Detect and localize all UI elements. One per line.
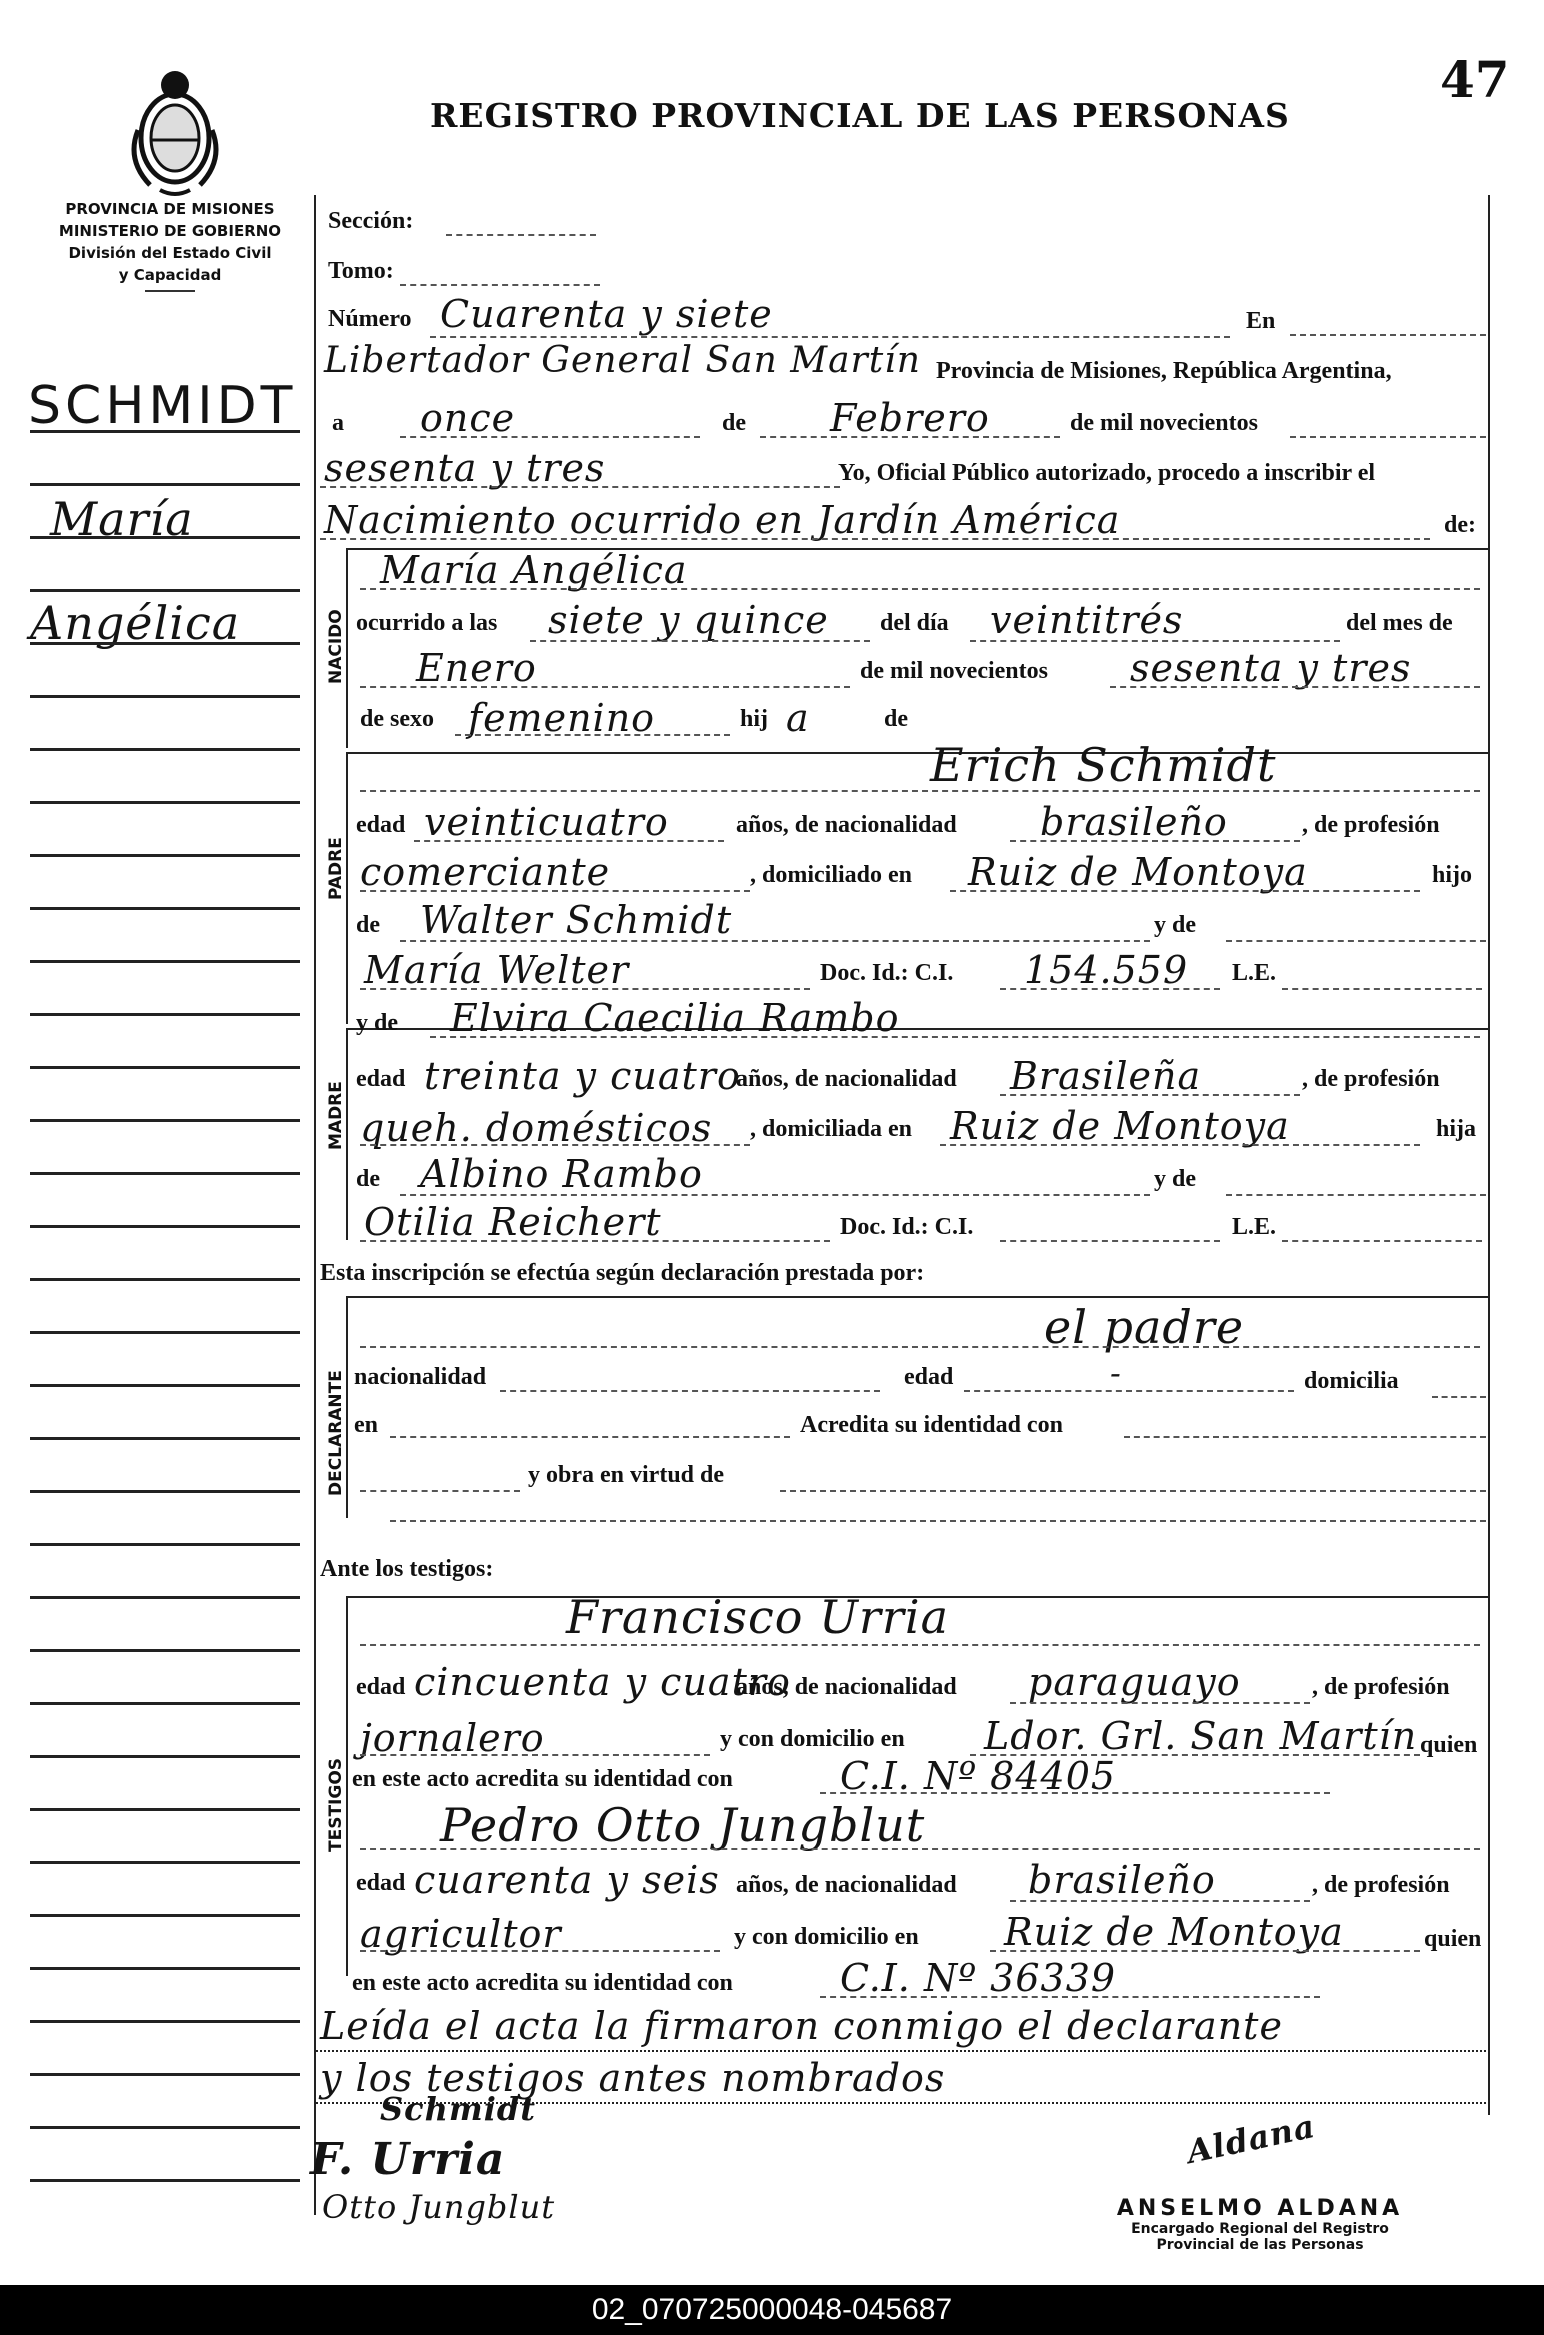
a-label: a xyxy=(332,410,344,436)
y-obra-label: y obra en virtud de xyxy=(528,1462,725,1488)
seccion-label: Sección: xyxy=(328,208,414,234)
testigo-2-nacionalidad-value: brasileño xyxy=(1028,1858,1216,1902)
de-mil-novecientos-label-2: de mil novecientos xyxy=(860,658,1048,684)
acto-value: Nacimiento ocurrido en Jardín América xyxy=(324,498,1121,542)
firma-declarante: Schmidt xyxy=(380,2090,537,2128)
nombre-padre-value: Erich Schmidt xyxy=(930,738,1277,792)
margin-ruled-line xyxy=(30,1861,300,1864)
edad-padre-label: edad xyxy=(356,812,406,838)
margin-ruled-line xyxy=(30,1119,300,1122)
en-declarante-label: en xyxy=(354,1412,378,1438)
edad-madre-value: treinta y cuatro xyxy=(424,1054,741,1098)
hija-label: hija xyxy=(1436,1116,1477,1142)
de-sexo-label: de sexo xyxy=(360,706,434,732)
margin-surname: SCHMIDT xyxy=(28,376,297,436)
margin-ruled-line xyxy=(30,2179,300,2182)
numero-value: Cuarenta y siete xyxy=(440,292,773,336)
stamp-name: ANSELMO ALDANA xyxy=(1116,2196,1404,2221)
firma-testigo-2: Otto Jungblut xyxy=(322,2188,556,2226)
mes-registro-value: Febrero xyxy=(830,396,990,440)
margin-ruled-line xyxy=(30,801,300,804)
margin-ruled-line xyxy=(30,1384,300,1387)
coat-of-arms-emblem xyxy=(120,60,230,200)
le-padre-label: L.E. xyxy=(1232,960,1277,986)
lugar-value: Libertador General San Martín xyxy=(324,340,921,381)
acredita-identidad-label: Acredita su identidad con xyxy=(800,1412,1063,1438)
margin-ruled-line xyxy=(30,1755,300,1758)
domicilio-padre-value: Ruiz de Montoya xyxy=(968,850,1308,894)
anio-nacimiento-value: sesenta y tres xyxy=(1130,646,1412,690)
section-label-madre: MADRE xyxy=(326,1081,346,1150)
office-line: PROVINCIA DE MISIONES xyxy=(65,200,275,218)
margin-ruled-line xyxy=(30,1331,300,1334)
testigo-1-nombre-value: Francisco Urria xyxy=(566,1590,949,1644)
doc-id-madre-label: Doc. Id.: C.I. xyxy=(840,1214,974,1240)
margin-given-name-2: Angélica xyxy=(30,596,241,650)
page-number: 47 xyxy=(1440,50,1510,109)
margin-ruled-line xyxy=(30,1649,300,1652)
margin-ruled-line xyxy=(30,748,300,751)
hij-suffix-value: a xyxy=(786,696,810,740)
nombre-nacido-value: María Angélica xyxy=(380,548,688,592)
margin-ruled-line xyxy=(30,1172,300,1175)
margin-ruled-line xyxy=(30,430,300,433)
domicilia-label: domicilia xyxy=(1304,1368,1399,1394)
office-line: y Capacidad xyxy=(118,266,222,284)
stamp-line-1: Encargado Regional del Registro xyxy=(1131,2221,1389,2237)
margin-ruled-line xyxy=(30,854,300,857)
en-label: En xyxy=(1246,308,1276,334)
margin-ruled-line xyxy=(30,1013,300,1016)
domiciliado-padre-label: , domiciliado en xyxy=(750,862,913,888)
ocurrido-label: ocurrido a las xyxy=(356,610,498,636)
testigo-1-profesion-label: , de profesión xyxy=(1312,1674,1450,1700)
testigo-2-edad-label: edad xyxy=(356,1870,406,1896)
margin-ruled-line xyxy=(30,2073,300,2076)
testigo-2-nacionalidad-label: años, de nacionalidad xyxy=(736,1872,957,1898)
mes-nacimiento-value: Enero xyxy=(416,646,537,690)
margin-ruled-line xyxy=(30,1596,300,1599)
section-label-testigos: TESTIGOS xyxy=(326,1757,346,1852)
margin-ruled-line xyxy=(30,1437,300,1440)
stamp-line-2: Provincial de las Personas xyxy=(1156,2237,1364,2253)
testigo-1-quien-label: quien xyxy=(1420,1732,1478,1758)
ante-testigos-label: Ante los testigos: xyxy=(320,1556,494,1582)
yo-oficial-label: Yo, Oficial Público autorizado, procedo a inscribir el xyxy=(838,460,1376,486)
numero-label: Número xyxy=(328,306,412,332)
testigo-1-acredita-label: en este acto acredita su identidad con xyxy=(352,1766,733,1792)
hijo-label: hijo xyxy=(1432,862,1473,888)
testigo-2-identidad-value: C.I. Nº 36339 xyxy=(840,1956,1117,2000)
testigo-1-domicilio-value: Ldor. Grl. San Martín xyxy=(984,1714,1418,1758)
margin-ruled-line xyxy=(30,642,300,645)
margin-ruled-line xyxy=(30,589,300,592)
nacionalidad-padre-value: brasileño xyxy=(1040,800,1228,844)
section-label-nacido: NACIDO xyxy=(326,609,346,684)
testigo-1-edad-label: edad xyxy=(356,1674,406,1700)
office-line: División del Estado Civil xyxy=(68,244,272,262)
padre-de-madre-value: Albino Rambo xyxy=(420,1152,703,1196)
margin-ruled-line xyxy=(30,2126,300,2129)
de-label-padre-padre: de xyxy=(356,912,380,938)
profesion-padre-value: comerciante xyxy=(360,850,611,894)
section-label-padre: PADRE xyxy=(326,837,346,900)
testigo-2-profesion-label: , de profesión xyxy=(1312,1872,1450,1898)
madre-del-padre-value: María Welter xyxy=(364,948,630,992)
nombre-madre-value: Elvira Caecilia Rambo xyxy=(450,996,900,1040)
margin-ruled-line xyxy=(30,1543,300,1546)
dia-registro-value: once xyxy=(420,396,516,440)
margin-ruled-line xyxy=(30,960,300,963)
testigo-1-domicilio-label: y con domicilio en xyxy=(720,1726,905,1752)
testigo-1-profesion-value: jornalero xyxy=(360,1716,545,1760)
margin-ruled-line xyxy=(30,1914,300,1917)
declarante-nombre-value: el padre xyxy=(1044,1300,1245,1354)
domiciliada-madre-label: , domiciliada en xyxy=(750,1116,913,1142)
firma-testigo-1: F. Urria xyxy=(310,2134,506,2185)
testigo-2-profesion-value: agricultor xyxy=(360,1912,562,1956)
testigo-1-nacionalidad-value: paraguayo xyxy=(1028,1660,1241,1704)
edad-declarante-label: edad xyxy=(904,1364,954,1390)
edad-declarante-value: - xyxy=(1110,1354,1122,1392)
provincia-label: Provincia de Misiones, República Argentina, xyxy=(936,358,1392,384)
cierre-linea-1: Leída el acta la firmaron conmigo el declarante xyxy=(320,2004,1283,2048)
margin-ruled-line xyxy=(30,1967,300,1970)
edad-padre-value: veinticuatro xyxy=(424,800,669,844)
official-stamp xyxy=(1080,2196,1440,2253)
cierre-linea-2: y los testigos antes nombrados xyxy=(320,2056,946,2100)
margin-ruled-line xyxy=(30,1490,300,1493)
profesion-padre-label: , de profesión xyxy=(1302,812,1440,838)
margin-ruled-line xyxy=(30,536,300,539)
ci-padre-value: 154.559 xyxy=(1024,948,1189,992)
anos-nac-madre-label: años, de nacionalidad xyxy=(736,1066,957,1092)
margin-ruled-line xyxy=(30,695,300,698)
margin-ruled-line xyxy=(30,1808,300,1811)
profesion-madre-label: , de profesión xyxy=(1302,1066,1440,1092)
edad-madre-label: edad xyxy=(356,1066,406,1092)
esta-inscripcion-label: Esta inscripción se efectúa según declaración prestada por: xyxy=(320,1260,925,1286)
testigo-1-nacionalidad-label: años, de nacionalidad xyxy=(736,1674,957,1700)
margin-ruled-line xyxy=(30,2020,300,2023)
testigo-1-edad-value: cincuenta y cuatro xyxy=(414,1660,791,1704)
margin-ruled-line xyxy=(30,1066,300,1069)
margin-ruled-line xyxy=(30,1278,300,1281)
hij-label: hij xyxy=(740,706,769,732)
testigo-1-identidad-value: C.I. Nº 84405 xyxy=(840,1754,1117,1798)
issuing-office xyxy=(30,198,310,292)
y-de-madre-label: y de xyxy=(356,1010,398,1036)
office-line: MINISTERIO DE GOBIERNO xyxy=(58,222,282,240)
hora-nacimiento-value: siete y quince xyxy=(548,598,829,642)
margin-ruled-line xyxy=(30,1225,300,1228)
anos-nac-padre-label: años, de nacionalidad xyxy=(736,812,957,838)
form-left-border xyxy=(314,195,316,2215)
margin-given-name-1: María xyxy=(50,492,194,546)
y-de-label-madre: y de xyxy=(1154,1166,1196,1192)
anio-registro-value: sesenta y tres xyxy=(324,446,606,490)
firma-oficial: Aldana xyxy=(1183,2106,1319,2172)
section-label-declarante: DECLARANTE xyxy=(326,1370,346,1496)
de-label-sexo: de xyxy=(884,706,908,732)
testigo-2-edad-value: cuarenta y seis xyxy=(414,1858,720,1902)
madre-de-madre-value: Otilia Reichert xyxy=(364,1200,662,1244)
nacionalidad-madre-value: Brasileña xyxy=(1010,1054,1202,1098)
le-madre-label: L.E. xyxy=(1232,1214,1277,1240)
margin-ruled-line xyxy=(30,483,300,486)
doc-id-padre-label: Doc. Id.: C.I. xyxy=(820,960,954,986)
del-dia-label: del día xyxy=(880,610,949,636)
tomo-label: Tomo: xyxy=(328,258,394,284)
padre-del-padre-value: Walter Schmidt xyxy=(420,898,733,942)
del-mes-label: del mes de xyxy=(1346,610,1453,636)
testigo-2-quien-label: quien xyxy=(1424,1926,1482,1952)
y-de-label-padre: y de xyxy=(1154,912,1196,938)
nacionalidad-declarante-label: nacionalidad xyxy=(354,1364,487,1390)
form-right-border xyxy=(1488,195,1490,2115)
de-label-madre-padre: de xyxy=(356,1166,380,1192)
testigo-2-acredita-label: en este acto acredita su identidad con xyxy=(352,1970,733,1996)
sexo-value: femenino xyxy=(468,696,656,740)
de-label: de xyxy=(722,410,746,436)
testigo-2-nombre-value: Pedro Otto Jungblut xyxy=(440,1798,926,1852)
margin-ruled-line xyxy=(30,907,300,910)
margin-ruled-line xyxy=(30,1702,300,1705)
domicilio-madre-value: Ruiz de Montoya xyxy=(950,1104,1290,1148)
de-colon-label: de: xyxy=(1444,512,1476,538)
dia-nacimiento-value: veintitrés xyxy=(990,598,1184,642)
profesion-madre-value: queh. domésticos xyxy=(360,1106,713,1150)
page-title: REGISTRO PROVINCIAL DE LAS PERSONAS xyxy=(430,96,1290,135)
testigo-2-domicilio-label: y con domicilio en xyxy=(734,1924,919,1950)
de-mil-novecientos-label: de mil novecientos xyxy=(1070,410,1258,436)
testigo-2-domicilio-value: Ruiz de Montoya xyxy=(1004,1910,1344,1954)
document-id-footer: 02_070725000048-045687 xyxy=(0,2285,1544,2335)
